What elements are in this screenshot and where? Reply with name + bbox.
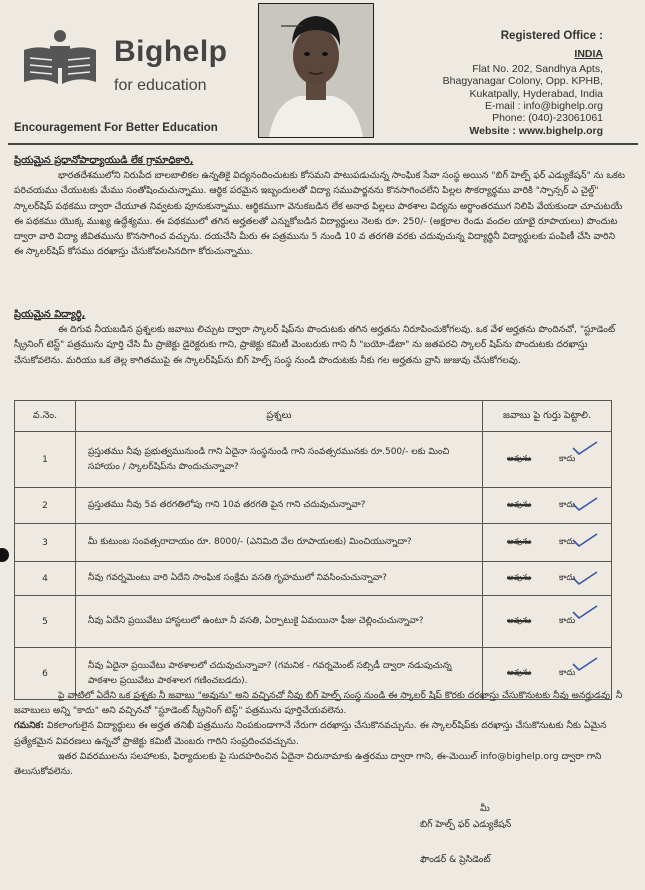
book-logo-icon [20,28,100,90]
tick-mark-icon [571,440,599,456]
office-email: E-mail : info@bighelp.org [484,100,603,113]
row-number: 6 [15,648,76,700]
closing-paragraph: పై వాటిలో ఏదేని ఒక ప్రశ్నకు నీ జవాబు "అవును" అని వచ్చినచో నీవు బిగ్ హెల్ప్ సంస్థ నుండి ఈ స్కాలర్ షిప్ కొరకు దరఖాస్తు చేసుకొనుటకు నీవు అనర్హుడవు. నీ జవాబులు అన్ని "కాదు" అని వచ్చినచో "స్టూడెంట్ స్క్రీనింగ్ టెస్ట్" పత్రమును పూర్తిచేయవలెను. [14,690,623,717]
no-option: కాదు [559,453,576,464]
questions-table [14,400,612,700]
answer-cell[interactable] [483,524,612,562]
office-phone: Phone: (040)-23061061 [492,112,603,125]
no-option: కాదు [559,536,576,547]
office-line: Bhagyanagar Colony, Opp. KPHB, [442,75,603,88]
tick-mark-icon [571,532,599,548]
row-question: నీవు గవర్నమెంటు వారి ఏదేని సాంఘిక సంక్షేమ వసతి గృహములో నివసించుచున్నావా? [76,562,483,596]
yes-option-struck: అవును [507,572,532,583]
closing-section [14,688,626,779]
col-header-questions: ప్రశ్నలు [76,401,483,432]
office-country: INDIA [574,48,603,61]
answer-cell[interactable] [483,488,612,524]
no-option: కాదు [559,615,576,626]
row-number: 4 [15,562,76,596]
note-label: గమనిక: [14,720,44,732]
yes-option-struck: అవును [507,615,532,626]
note-paragraph [14,718,626,748]
tagline: Encouragement For Better Education [14,122,218,134]
office-website: Website : www.bighelp.org [469,124,603,137]
yes-option-struck: అవును [507,536,532,547]
table-row [15,432,612,488]
row-number: 5 [15,596,76,648]
registered-office [443,30,603,137]
row-question: నీవు ఏదేని ప్రయివేటు హాస్టలులో ఉంటూ నీ వసతి, ఏర్పాటుకై ఏమయినా ఫీజు చెల్లించుచున్నావా? [76,596,483,648]
tick-mark-icon [571,604,599,620]
col-header-serial: వ.నెం. [15,401,76,432]
no-option: కాదు [559,572,576,583]
note-text: వికలాంగులైన విద్యార్థులు ఈ అర్హత తనిఖీ పత్రమును నింపకుండాగానే నేరుగా దరఖాస్తు చేసుకొనవచ్చును. ఈ స్కాలర్‌షిప్‌కు దరఖాస్తు చేసుకొనుటకు నీకు ఏమైన ప్రత్యేకమైన వివరణలు ఉన్నచో ప్రాజెక్టు కమిటీ మెంబరు గారిని సంప్రదించవచ్చును. [14,720,607,747]
student-salutation: ప్రియమైన విద్యార్థి, [14,309,86,320]
letter-salutation: ప్రియమైన ప్రధానోపాధ్యాయుడి లేక గ్రామాధికారి, [14,155,194,166]
student-section [14,307,626,368]
office-line: Kukatpally, Hyderabad, India [469,87,603,100]
yes-option-struck: అవును [507,667,532,678]
letter-section [14,153,626,259]
answer-cell[interactable] [483,432,612,488]
signature-yours: మీ [480,803,490,814]
row-question: ప్రస్తుతము నీవు ప్రభుత్వమునుండి గాని ఏదైనా సంస్థనుండి గాని సంవత్సరమునకు రూ.500/- లకు మించి సహాయం / స్కాలర్‌షిప్‌ను పొందుచున్నావా? [76,432,483,488]
answer-cell[interactable] [483,562,612,596]
yes-option-struck: అవును [507,499,532,510]
header-divider [8,143,638,145]
tick-mark-icon [571,570,599,586]
table-header-row [15,401,612,432]
table-row [15,562,612,596]
student-paragraph: ఈ దిగువ నీయబడిన ప్రశ్నలకు జవాబు లిచ్చుట ద్వారా స్కాలర్ షిప్‌ను పొందుటకు తగిన అర్హతను నిరూపించుకోగలవు. ఒక వేళ అర్హతను పొందినచో, "స్టూడెంట్ స్క్రీనింగ్ టెస్ట్" పత్రమును పూర్తి చేసి మీ ప్రాజెక్టు డైరెక్టరుకు గాని, ప్రాజెక్టు కమిటీ మెంబరుకు గాని నీ "బయో-డేటా" ను జతపరచి స్కాలర్ షిప్‌ను పొందుటకు దరఖాస్తు చేసుకోవలెను. మరియు ఒక తెల్ల కాగితముపై ఈ స్కాలర్‌షిప్‌ను బిగ్ హెల్ప్ సంస్థ నుండి పొందుటకు నీకు గల అర్హతను వ్రాసి జుజువు చేసుకోగలవు. [14,324,616,366]
row-number: 2 [15,488,76,524]
office-line: Flat No. 202, Sandhya Apts, [472,62,603,75]
table-row [15,524,612,562]
row-number: 3 [15,524,76,562]
yes-option-struck: అవును [507,453,532,464]
brand-subtitle: for education [114,77,207,94]
row-question: నీవు ఏదైనా ప్రయివేటు పాఠశాలలో చదువుచున్నావా? (గమనిక - గవర్నమెంట్ సబ్సిడీ ద్వారా నడుపుచున్న పాఠశాల ప్రయివేటు పాఠశాలగ గణించబడదు). [76,648,483,700]
col-header-answer: జవాబు పై గుర్తు పెట్టాలి. [483,401,612,432]
row-question: మీ కుటుంబ సంవత్సరాదాయం రూ. 8000/- (ఎనిమిది వేల రూపాయలకు) మించియున్నాదా? [76,524,483,562]
answer-cell[interactable] [483,596,612,648]
brand-name: Bighelp [114,35,228,68]
row-question: ప్రస్తుతము నీవు 5వ తరగతిలోపు గాని 10వ తరగతి పైన గాని చదువుచున్నావా? [76,488,483,524]
student-photo [258,3,374,138]
no-option: కాదు [559,667,576,678]
signature-title: ఫౌండర్ & ప్రెసిడెంట్ [420,854,491,865]
row-number: 1 [15,432,76,488]
contact-paragraph: ఇతర వివరములను సలహాలకు, ఫిర్యాదులకు పై సుదహరించిన ఏదైనా చిరునామాకు ఉత్తరము ద్వారా గాని, ఈ-మెయిల్ info@bighelp.org ద్వారా గాని తెలుసుకోవలెను. [14,750,602,778]
tick-mark-icon [571,656,599,672]
office-heading: Registered Office : [500,30,603,42]
table-row [15,488,612,524]
punch-hole [0,548,9,562]
table-row [15,596,612,648]
no-option: కాదు [559,499,576,510]
tick-mark-icon [571,496,599,512]
signature-organization: బిగ్ హెల్ప్ ఫర్ ఎడ్యుకేషన్ [420,819,512,830]
letter-paragraph: భారతదేశములోని నిరుపేద బాలబాలికల ఉన్నతికై విద్యనందించుటకు కోసమని పాటుపడుచున్న సాంఘిక సేవా సంస్థ అయిన "బిగ్ హెల్ప్ ఫర్ ఎడ్యుకేషన్" ను ఒకట పరిచయము చేయుటకు మేము సంతోషించుచున్నాము. ఆర్థిక పరమైన ఇబ్బందులతో విద్యా సముపార్జనను కొనసాగించలేని పిల్లల సౌకర్యార్థము వారికి "స్పాన్సర్ ఎ చైల్డ్" స్కాలర్‌షిప్ పథకము ద్వారా చేయూత నివ్వటకు పూనుకున్నాము. ఆర్థికముగా వెనుకబడిన లేక అనాథ పిల్లలు పాఠశాల విద్యను అర్థాంతరముగ నిలిపి వేయకుండా చూచుటయే ఈ పథకము యొక్క ముఖ్య ఉద్దేశ్యము. ఈ పథకములో తగిన అర్హతలతో ఎన్నుకోబడిన విద్యార్థులు నెలకు రూ. 250/- (అక్షరాల రెండు వందల యాభై రూపాయలు) పొందుట ద్వారా వారి విద్యా జీవితమును కొనసాగించ వచ్చును. దయచేసి మీరు ఈ పత్రమును 5 నుండి 10 వ తరగతి వరకు చదువుచున్న విద్యార్థినీ విద్యార్థులకు పంపిణీ చేసి వారిని ఈ స్కాలర్‌షిప్ కోసము దరఖాస్తు చేసుకోవలసినదిగా కోరుచున్నాము. [14,170,625,258]
